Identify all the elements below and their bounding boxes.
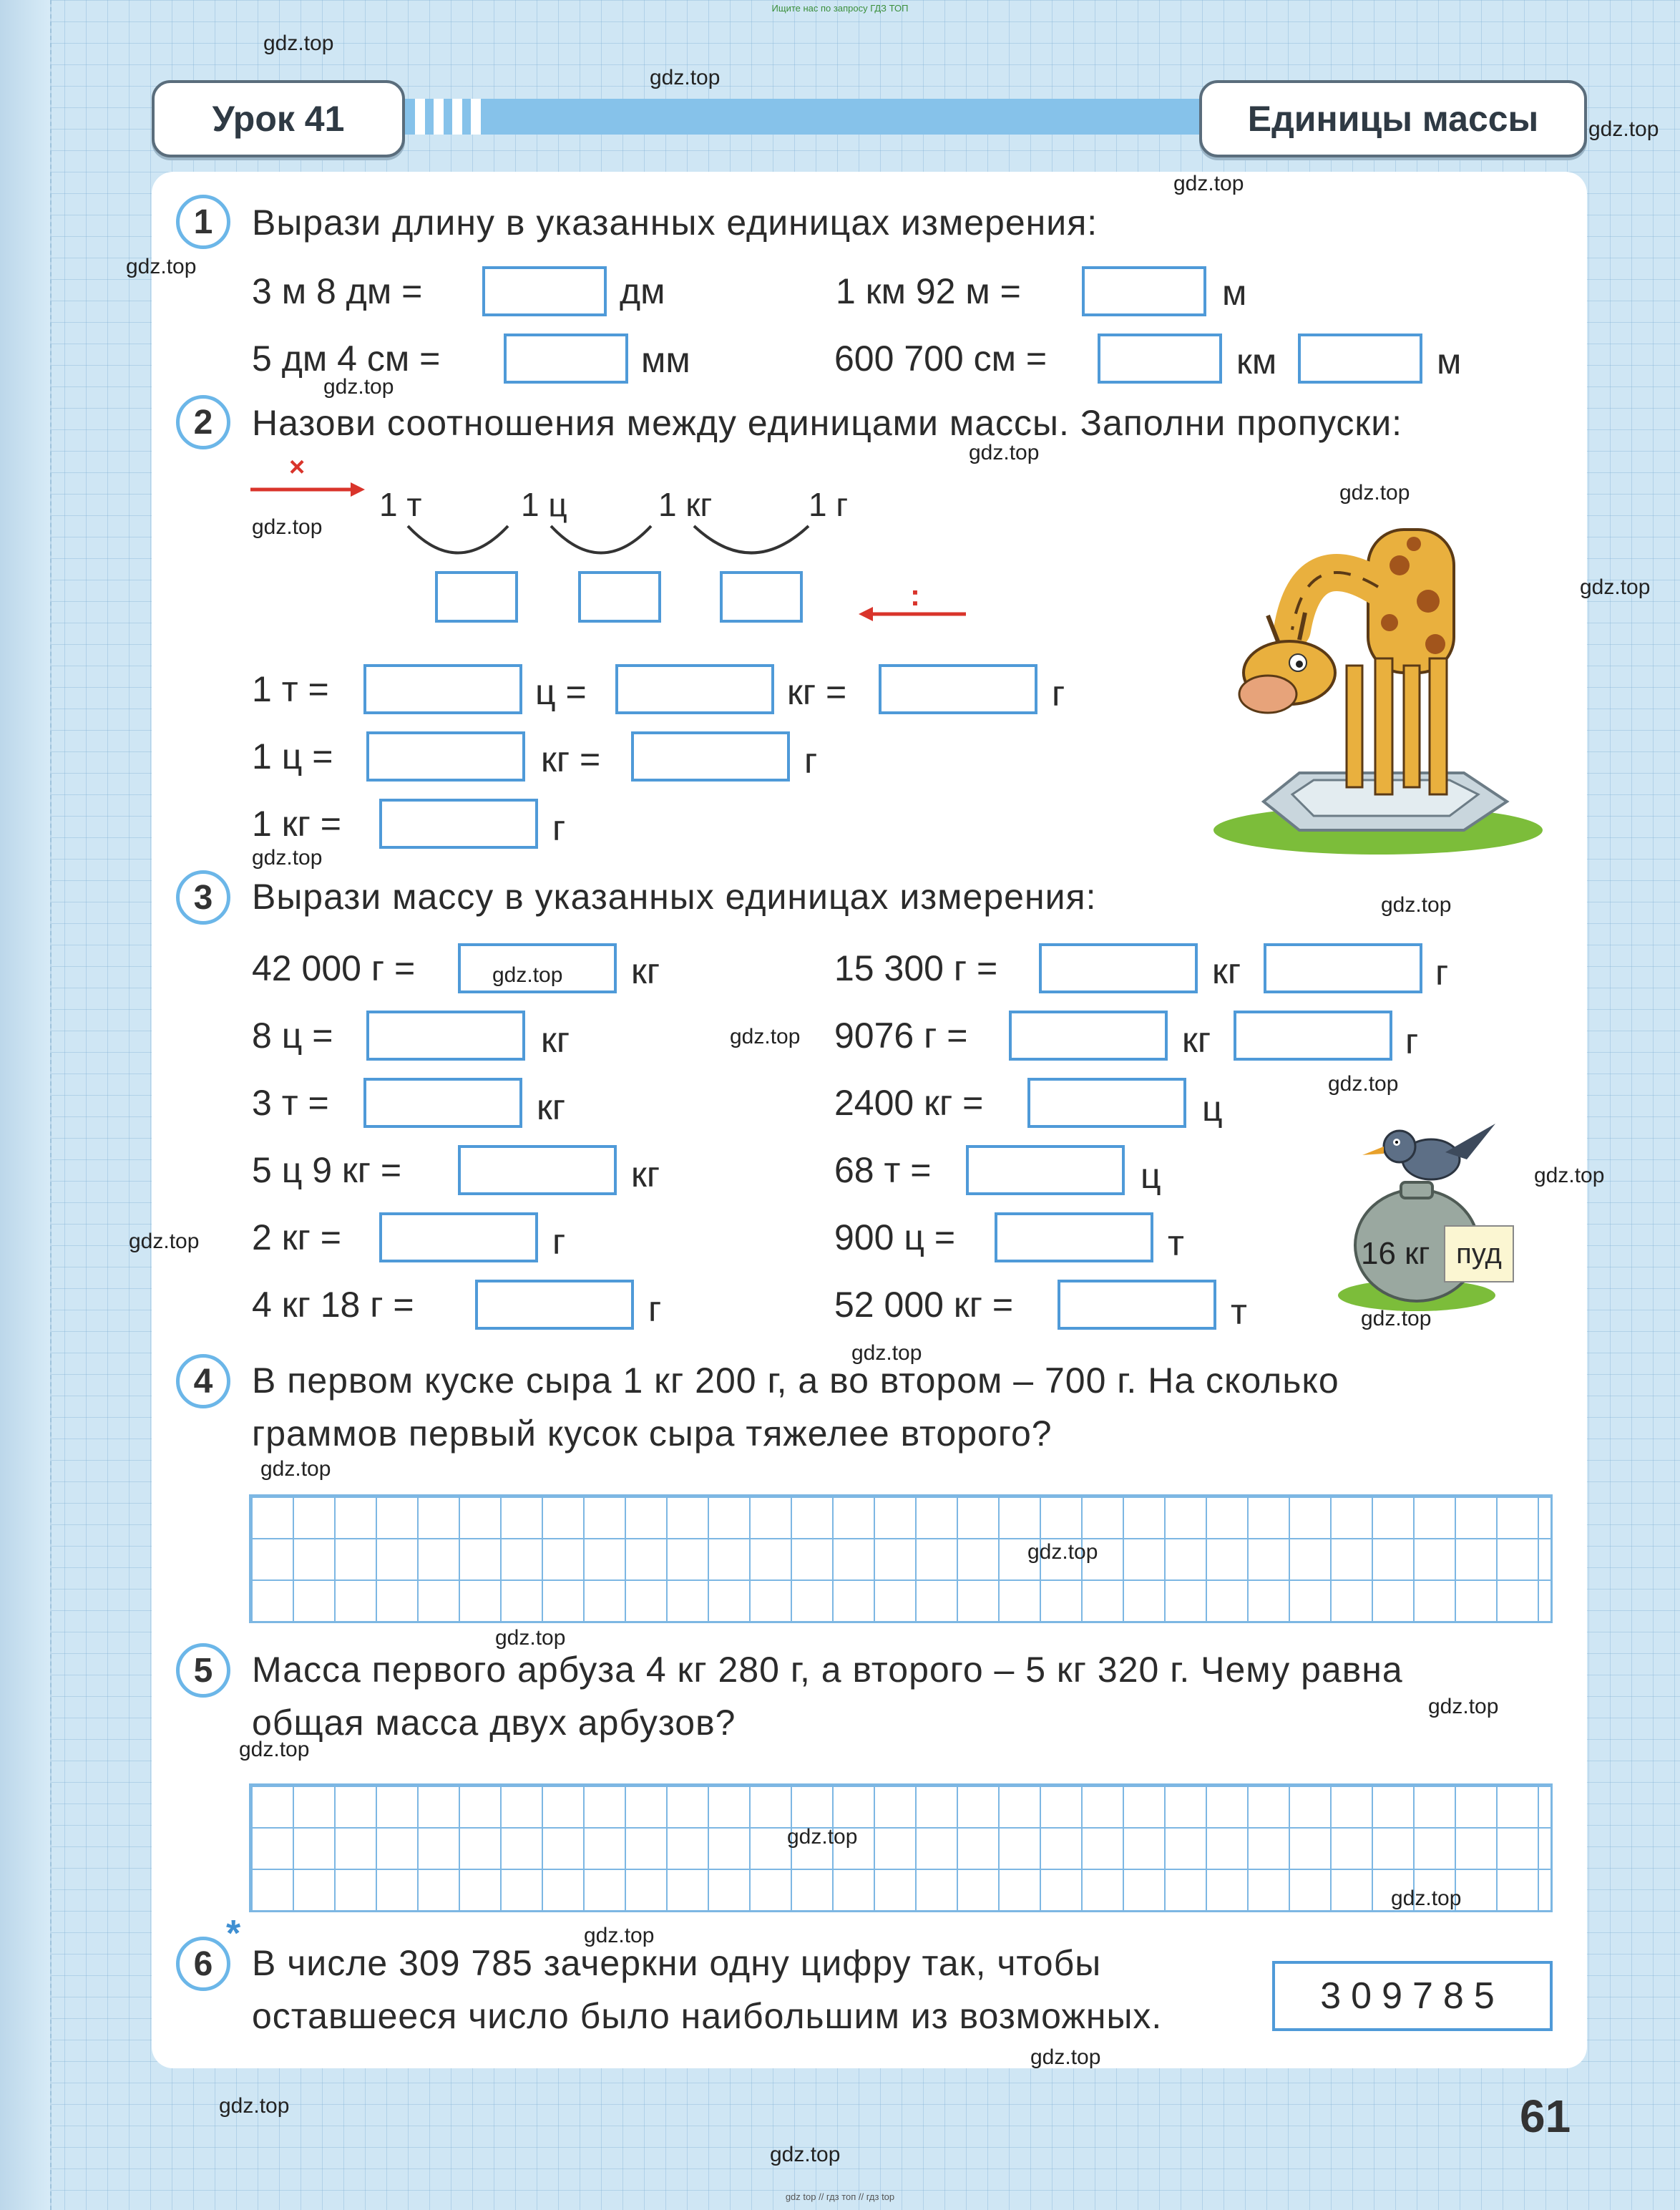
watermark: gdz.top — [239, 1738, 310, 1761]
task-number: 5 — [176, 1643, 230, 1698]
expression: 5 ц 9 кг = — [252, 1150, 402, 1190]
answer-input[interactable] — [995, 1212, 1153, 1262]
unit-label: кг — [631, 1154, 660, 1194]
unit-label: кг = — [787, 672, 847, 712]
answer-input[interactable] — [1234, 1011, 1392, 1061]
expression: 1 км 92 м = — [836, 271, 1021, 311]
expression: 2 кг = — [252, 1217, 341, 1257]
watermark: gdz.top — [770, 2143, 841, 2166]
answer-input[interactable] — [504, 334, 628, 384]
lesson-label: Урок 41 — [152, 80, 405, 157]
unit-label: дм — [620, 271, 665, 311]
answer-input[interactable] — [363, 1078, 522, 1128]
weight-unit-label: пуд — [1444, 1225, 1514, 1282]
unit-label: кг = — [541, 739, 601, 779]
expression: 1 ц = — [252, 736, 333, 777]
expression: 3 т = — [252, 1083, 329, 1123]
answer-input[interactable] — [1027, 1078, 1186, 1128]
expression: 8 ц = — [252, 1016, 333, 1056]
unit-label: кг — [537, 1087, 566, 1127]
task-text-line: В числе 309 785 зачеркни одну цифру так, чтобы — [252, 1943, 1102, 1983]
expression: 600 700 см = — [834, 339, 1047, 379]
bottom-note: gdz top // гдз топ // гдз top — [785, 2191, 895, 2202]
unit-label: г — [1052, 673, 1065, 714]
watermark: gdz.top — [1328, 1072, 1399, 1096]
watermark: gdz.top — [1361, 1307, 1432, 1330]
unit-label: г — [648, 1289, 662, 1329]
answer-input[interactable] — [458, 1145, 617, 1195]
unit-label: кг — [541, 1020, 570, 1060]
task-text: Вырази длину в указанных единицах измерения: — [252, 203, 1098, 243]
answer-input[interactable] — [966, 1145, 1125, 1195]
watermark: gdz.top — [1030, 2045, 1101, 2069]
expression: 68 т = — [834, 1150, 932, 1190]
answer-input[interactable] — [1264, 943, 1422, 993]
giraffe-on-scale-illustration — [1206, 501, 1543, 859]
watermark: gdz.top — [1391, 1887, 1462, 1910]
divide-arrowhead — [859, 607, 873, 621]
watermark: gdz.top — [1534, 1164, 1605, 1187]
weight-label: 16 кг — [1361, 1236, 1430, 1271]
watermark: gdz.top — [252, 515, 323, 539]
ratio-input[interactable] — [578, 571, 661, 623]
answer-input[interactable] — [1298, 334, 1422, 384]
watermark: gdz.top — [1027, 1540, 1098, 1564]
task-number: 4 — [176, 1354, 230, 1408]
unit-label: г — [804, 741, 818, 781]
watermark: gdz.top — [969, 441, 1040, 464]
unit-label: м — [1222, 273, 1247, 313]
expression: 3 м 8 дм = — [252, 271, 423, 311]
watermark: gdz.top — [126, 255, 197, 278]
arc — [551, 526, 651, 553]
unit-label: ц = — [535, 672, 587, 712]
unit-label: г — [552, 808, 566, 848]
arc — [694, 526, 809, 553]
unit-label: кг — [631, 951, 660, 991]
answer-input[interactable] — [482, 266, 607, 316]
watermark: gdz.top — [1173, 172, 1244, 195]
watermark: gdz.top — [584, 1924, 655, 1947]
watermark: gdz.top — [129, 1230, 200, 1253]
watermark: gdz.top — [1428, 1695, 1499, 1718]
answer-input[interactable] — [379, 799, 538, 849]
watermark: gdz.top — [495, 1626, 566, 1650]
answer-input[interactable] — [363, 664, 522, 714]
header-stripe — [452, 99, 462, 135]
expression: 900 ц = — [834, 1217, 956, 1257]
unit-label: т — [1168, 1223, 1184, 1263]
expression: 5 дм 4 см = — [252, 339, 441, 379]
watermark: gdz.top — [1588, 117, 1659, 141]
unit-chain-item: 1 кг — [658, 486, 713, 523]
task-number: 3 — [176, 870, 230, 925]
arc — [408, 526, 508, 553]
expression: 1 кг = — [252, 804, 341, 844]
number-box[interactable]: 309785 — [1272, 1961, 1553, 2031]
multiply-arrowhead — [351, 482, 365, 497]
answer-input[interactable] — [1098, 334, 1222, 384]
solution-grid[interactable] — [249, 1783, 1553, 1912]
ratio-input[interactable] — [720, 571, 803, 623]
task-text: Вырази массу в указанных единицах измерения: — [252, 877, 1097, 917]
watermark: gdz.top — [263, 31, 334, 55]
answer-input[interactable] — [1039, 943, 1198, 993]
expression: 2400 кг = — [834, 1083, 984, 1123]
unit-label: г — [1405, 1021, 1419, 1061]
unit-label: кг — [1182, 1020, 1211, 1060]
unit-chain-item: 1 т — [379, 486, 422, 523]
expression: 9076 г = — [834, 1016, 968, 1056]
header-band — [401, 99, 1206, 135]
watermark: gdz.top — [492, 963, 563, 987]
expression: 4 кг 18 г = — [252, 1285, 414, 1325]
answer-input[interactable] — [1009, 1011, 1168, 1061]
header-stripe — [434, 99, 444, 135]
task-text-line: граммов первый кусок сыра тяжелее второго? — [252, 1413, 1053, 1454]
topic-title: Единицы массы — [1199, 80, 1587, 157]
unit-chain-item: 1 ц — [521, 486, 567, 523]
unit-label: т — [1231, 1292, 1247, 1332]
header-stripe — [415, 99, 425, 135]
multiply-sign: × — [289, 452, 306, 482]
answer-input[interactable] — [475, 1280, 634, 1330]
watermark: gdz.top — [323, 375, 394, 399]
task-text-line: оставшееся число было наибольшим из возможных. — [252, 1996, 1163, 2036]
header-stripe — [471, 99, 481, 135]
unit-label: кг — [1212, 951, 1241, 991]
page-number: 61 — [1520, 2090, 1571, 2142]
watermark: gdz.top — [1381, 893, 1452, 917]
task-number: 1 — [176, 195, 230, 249]
answer-input[interactable] — [366, 731, 525, 782]
answer-input[interactable] — [366, 1011, 525, 1061]
watermark: gdz.top — [219, 2094, 290, 2118]
top-note: Ищите нас по запросу ГДЗ ТОП — [771, 3, 909, 14]
answer-input[interactable] — [631, 731, 790, 782]
answer-input[interactable] — [1082, 266, 1206, 316]
answer-input[interactable] — [615, 664, 774, 714]
task-text: Назови соотношения между единицами массы. Заполни пропуски: — [252, 403, 1403, 443]
answer-input[interactable] — [379, 1212, 538, 1262]
unit-chain-item: 1 г — [809, 486, 849, 523]
task-number: 2 — [176, 395, 230, 449]
divide-sign: : — [910, 578, 920, 612]
unit-label: км — [1236, 341, 1277, 381]
expression: 52 000 кг = — [834, 1285, 1014, 1325]
bird-on-weight-illustration — [1338, 1102, 1517, 1317]
expression: 1 т = — [252, 669, 329, 709]
expression: 15 300 г = — [834, 948, 998, 988]
unit-label: ц — [1141, 1156, 1161, 1196]
binding-strip — [0, 0, 52, 2210]
watermark: gdz.top — [650, 66, 721, 89]
unit-label: мм — [641, 340, 690, 380]
expression: 42 000 г = — [252, 948, 416, 988]
answer-input[interactable] — [1058, 1280, 1216, 1330]
unit-label: г — [1435, 953, 1449, 993]
unit-label: ц — [1202, 1089, 1223, 1129]
watermark: gdz.top — [1580, 575, 1651, 599]
solution-grid[interactable] — [249, 1494, 1553, 1623]
task-text-line: общая масса двух арбузов? — [252, 1703, 736, 1743]
answer-input[interactable] — [879, 664, 1037, 714]
watermark: gdz.top — [851, 1341, 922, 1365]
watermark: gdz.top — [260, 1457, 331, 1481]
unit-label: м — [1437, 341, 1462, 381]
task-text-line: В первом куске сыра 1 кг 200 г, а во втором – 700 г. На сколько — [252, 1360, 1339, 1401]
unit-label: г — [552, 1222, 566, 1262]
task-text-line: Масса первого арбуза 4 кг 280 г, а второго – 5 кг 320 г. Чему равна — [252, 1650, 1403, 1690]
task-number: 6 — [176, 1937, 230, 1991]
watermark: gdz.top — [730, 1025, 801, 1048]
star-icon: * — [226, 1913, 241, 1955]
watermark: gdz.top — [787, 1825, 858, 1849]
watermark: gdz.top — [252, 846, 323, 870]
watermark: gdz.top — [1339, 481, 1410, 505]
ratio-input[interactable] — [435, 571, 518, 623]
